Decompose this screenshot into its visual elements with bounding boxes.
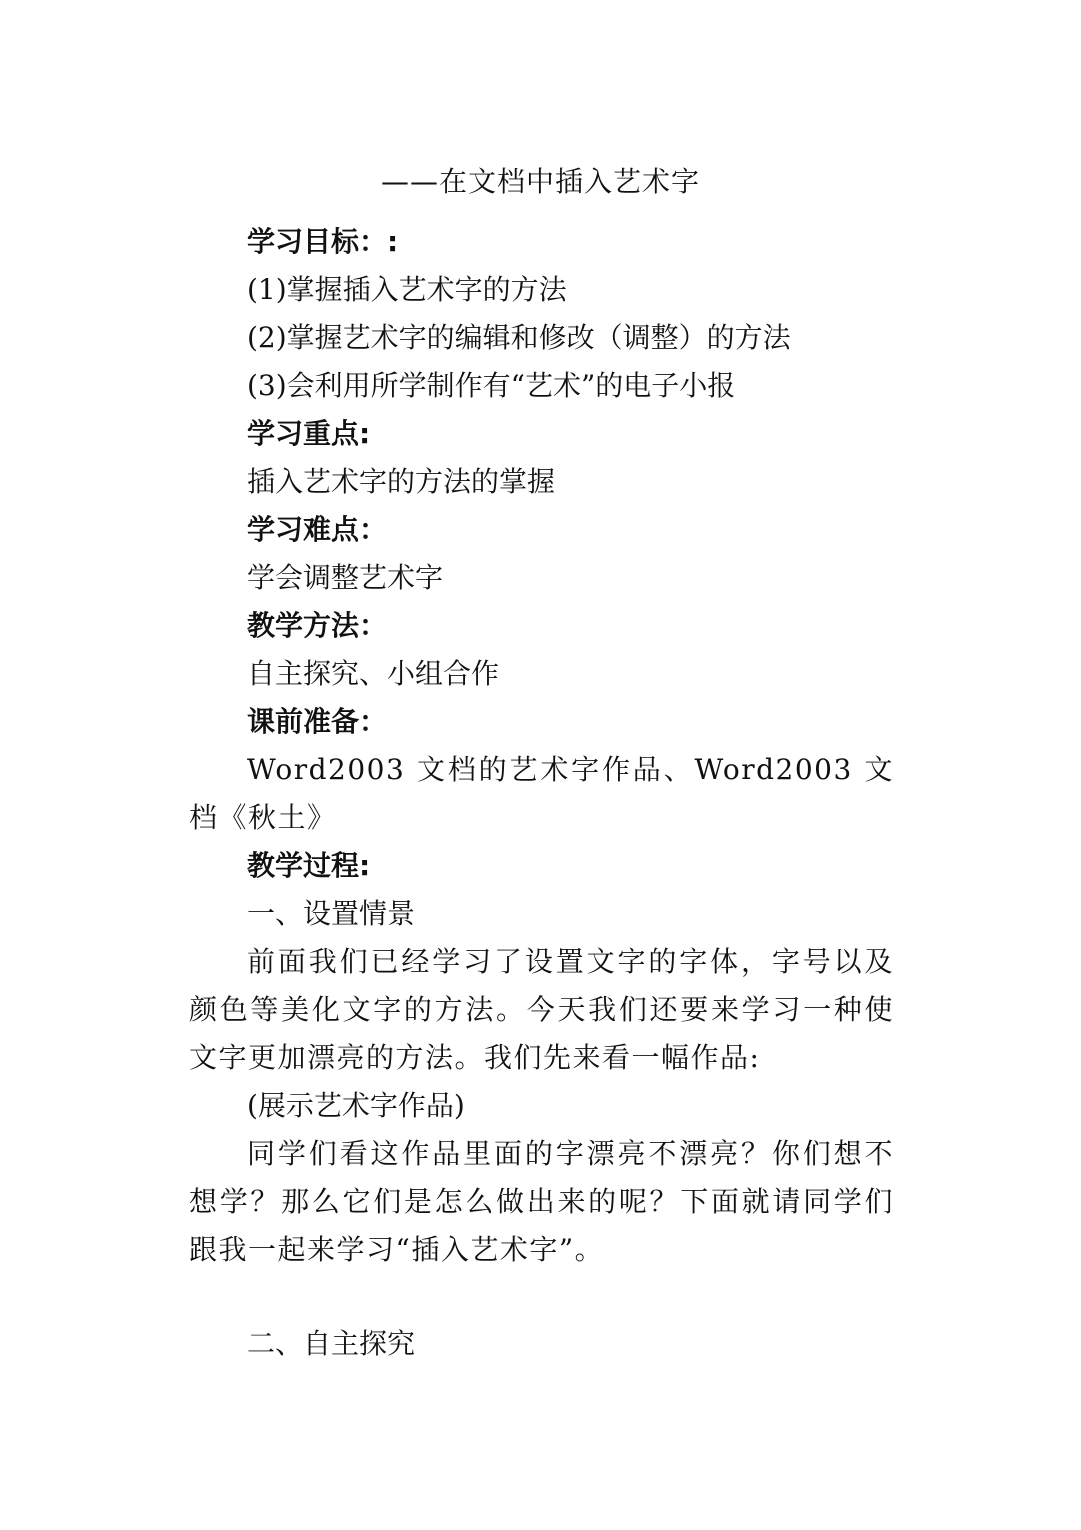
method-heading: 教学方法： xyxy=(247,609,388,642)
difficulty-heading: 学习难点： xyxy=(247,513,388,546)
paragraph: 同学们看这作品里面的字漂亮不漂亮？你们想不想学？那么它们是怎么做出来的呢？下面就请同学们跟我一起来学习“插入艺术字”。 xyxy=(189,1137,894,1266)
section-heading: 二、自主探究 xyxy=(247,1327,416,1360)
objective-item: (2)掌握艺术字的编辑和修改（调整）的方法 xyxy=(247,321,791,354)
method-text: 自主探究、小组合作 xyxy=(247,657,500,690)
preparation-heading: 课前准备： xyxy=(247,705,388,738)
page-title: ——在文档中插入艺术字 xyxy=(380,165,700,198)
paragraph: 前面我们已经学习了设置文字的字体，字号以及颜色等美化文字的方法。今天我们还要来学习一种使文字更加漂亮的方法。我们先来看一幅作品: xyxy=(189,945,894,1074)
section-heading: 一、设置情景 xyxy=(247,897,416,930)
objective-item: (3)会利用所学制作有“艺术”的电子小报 xyxy=(247,369,736,402)
key-point-text: 插入艺术字的方法的掌握 xyxy=(247,465,556,498)
difficulty-text: 学会调整艺术字 xyxy=(247,561,444,594)
paragraph: (展示艺术字作品) xyxy=(247,1089,465,1122)
document-body xyxy=(189,218,894,1368)
objectives-heading: 学习目标：: xyxy=(247,225,399,258)
blank-line xyxy=(189,1274,894,1320)
process-heading: 教学过程: xyxy=(247,849,371,882)
key-point-heading: 学习重点: xyxy=(247,417,371,450)
objective-item: (1)掌握插入艺术字的方法 xyxy=(247,273,567,306)
preparation-text: Word2003 文档的艺术字作品、Word2003 文档《秋土》 xyxy=(189,753,894,834)
